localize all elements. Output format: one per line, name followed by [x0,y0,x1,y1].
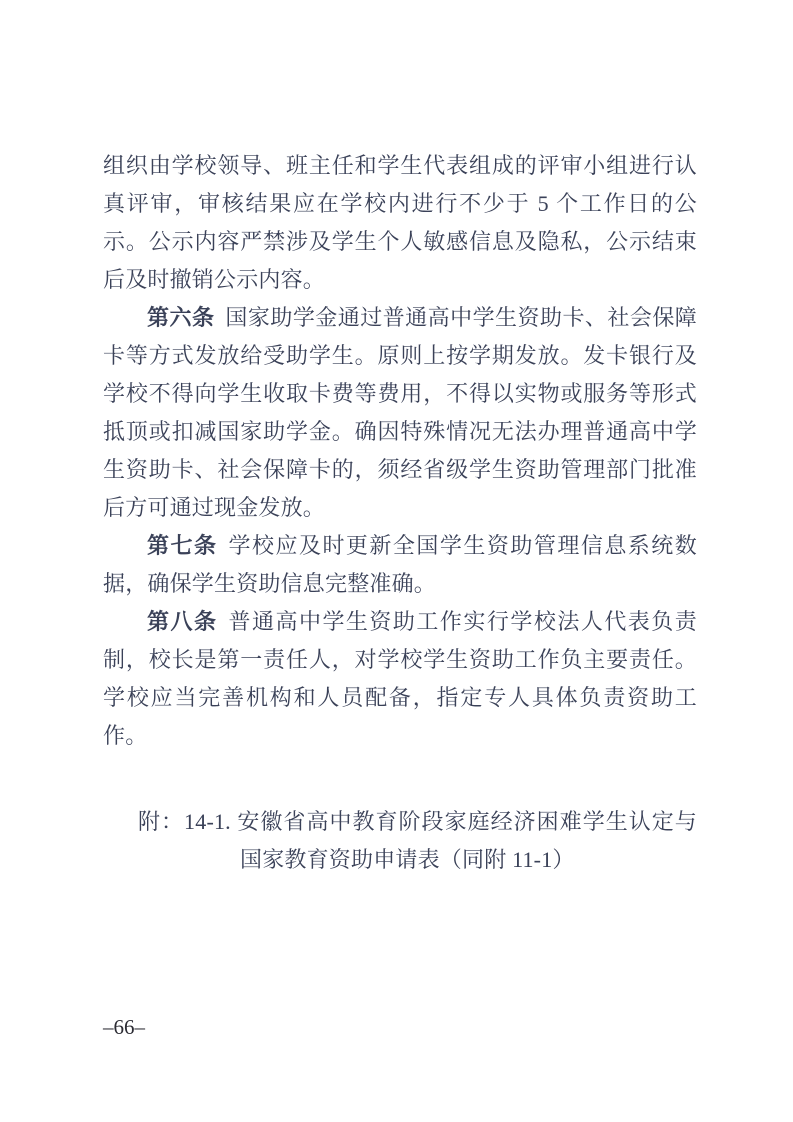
paragraph-article-7 [103,527,697,603]
document-body [103,147,697,879]
article-6-text: 国家助学金通过普通高中学生资助卡、社会保障卡等方式发放给受助学生。原则上按学期发放。发卡银行及学校不得向学生收取卡费等费用，不得以实物或服务等形式抵顶或扣减国家助学金。确因特殊情况无法办理普通高中学生资助卡、社会保障卡的，须经省级学生资助管理部门批准后方可通过现金发放。 [103,305,698,520]
paragraph-continuation [103,147,697,299]
paragraph-text: 组织由学校领导、班主任和学生代表组成的评审小组进行认真评审，审核结果应在学校内进行不少于 5 个工作日的公示。公示内容严禁涉及学生个人敏感信息及隐私，公示结束后及时撤销公示内容。 [103,153,697,292]
article-8-term: 第八条 [147,609,218,634]
article-8-text: 普通高中学生资助工作实行学校法人代表负责制，校长是第一责任人，对学校学生资助工作负主要责任。学校应当完善机构和人员配备，指定专人具体负责资助工作。 [103,609,697,748]
article-7-text: 学校应及时更新全国学生资助管理信息系统数据，确保学生资助信息完整准确。 [103,533,697,596]
article-7-term: 第七条 [147,533,218,558]
page-number: –66– [103,1015,145,1039]
attachment-note: 附：14-1. 安徽省高中教育阶段家庭经济困难学生认定与国家教育资助申请表（同附 11-1） [138,809,697,872]
article-6-term: 第六条 [147,305,215,330]
paragraph-article-8 [103,603,697,755]
paragraph-article-6 [103,299,697,527]
